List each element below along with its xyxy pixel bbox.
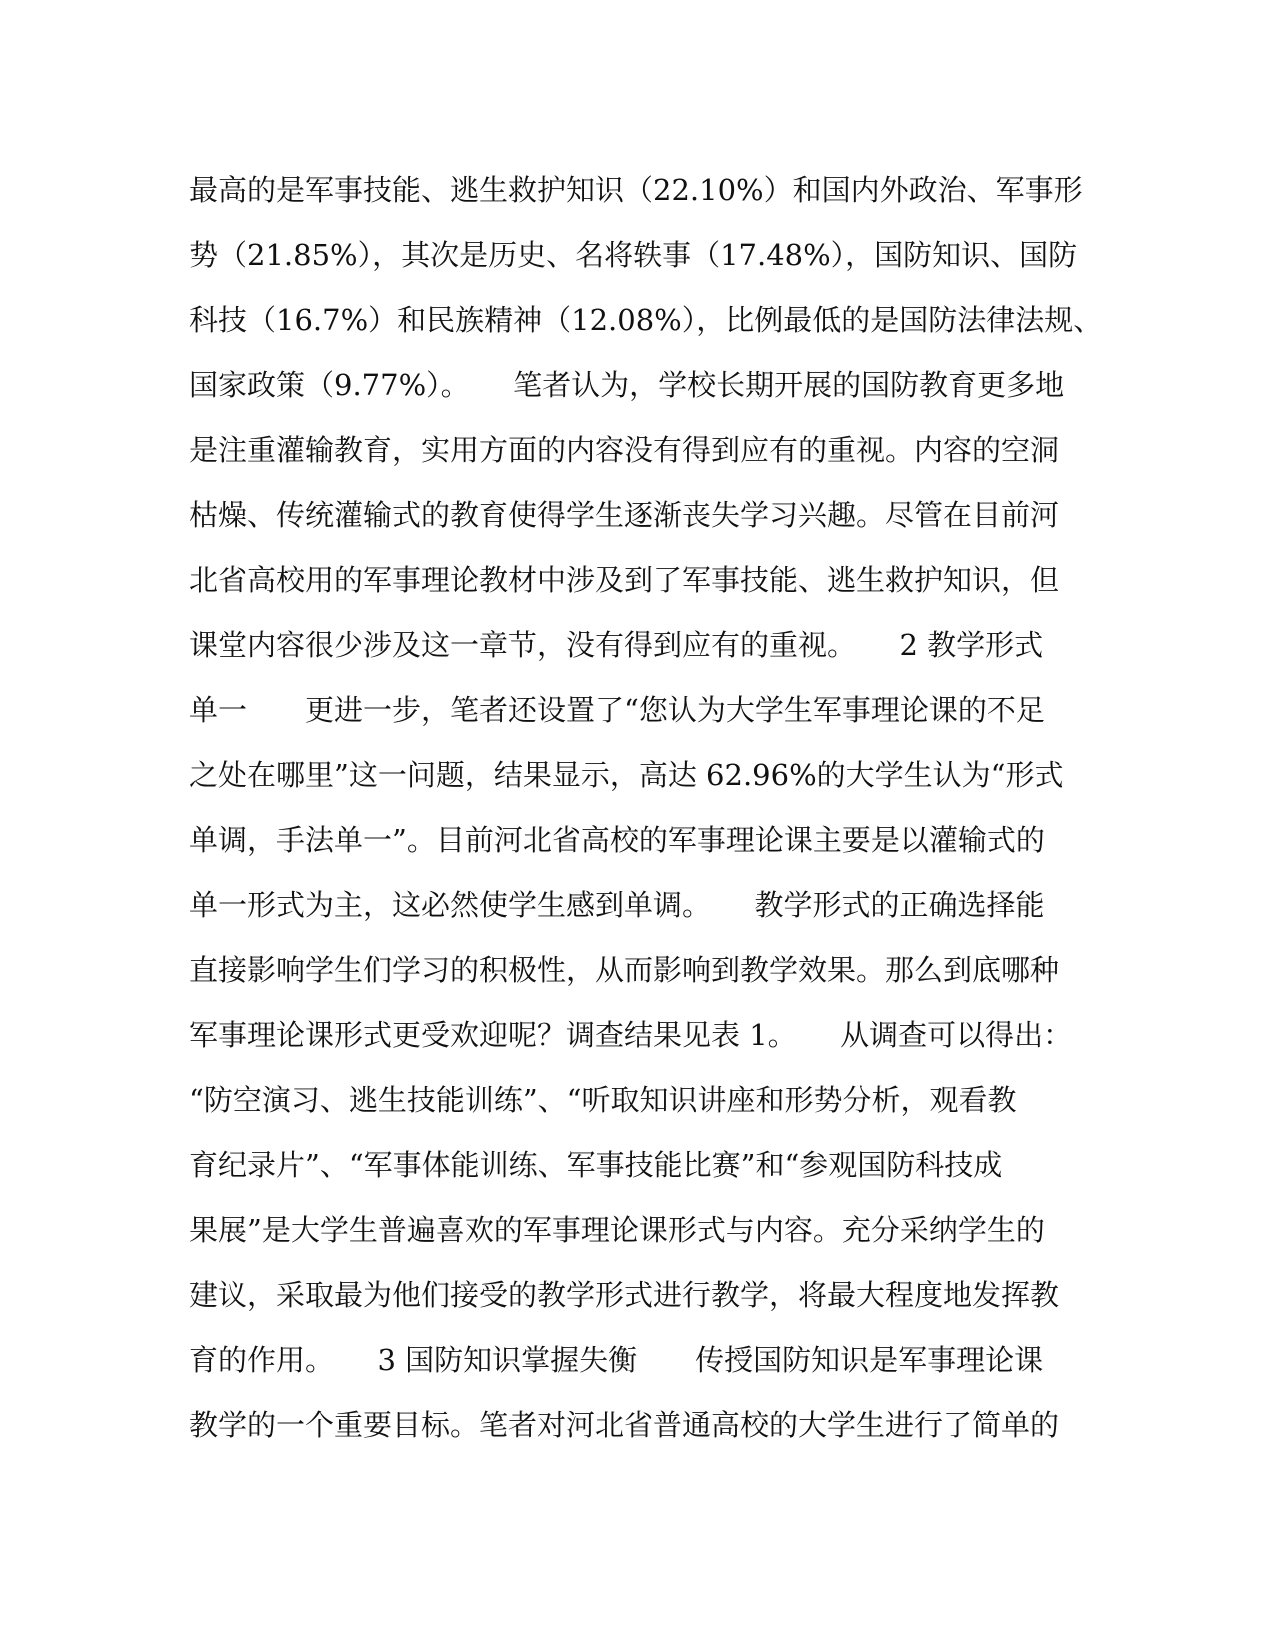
text-line: 枯燥、传统灌输式的教育使得学生逐渐丧失学习兴趣。尽管在目前河 — [189, 498, 1060, 532]
text-line: 军事理论课形式更受欢迎呢？调查结果见表 1。 从调查可以得出： — [189, 1018, 1073, 1052]
text-line: 是注重灌输教育，实用方面的内容没有得到应有的重视。内容的空洞 — [189, 433, 1060, 467]
text-line: 建议，采取最为他们接受的教学形式进行教学，将最大程度地发挥教 — [189, 1278, 1060, 1312]
text-line: 育的作用。 3 国防知识掌握失衡 传授国防知识是军事理论课 — [189, 1343, 1044, 1377]
text-line: 科技（16.7%）和民族精神（12.08%），比例最低的是国防法律法规、 — [189, 303, 1103, 337]
text-line: 课堂内容很少涉及这一章节，没有得到应有的重视。 2 教学形式 — [189, 628, 1044, 662]
text-line: 最高的是军事技能、逃生救护知识（22.10%）和国内外政治、军事形 — [189, 173, 1083, 207]
text-line: 单一形式为主，这必然使学生感到单调。 教学形式的正确选择能 — [189, 888, 1045, 922]
text-line: 国家政策（9.77%）。 笔者认为，学校长期开展的国防教育更多地 — [189, 368, 1065, 402]
text-line: 之处在哪里”这一问题，结果显示，高达 62.96%的大学生认为“形式 — [189, 758, 1064, 792]
text-line: 育纪录片”、“军事体能训练、军事技能比赛”和“参观国防科技成 — [189, 1148, 1003, 1182]
text-line: 北省高校用的军事理论教材中涉及到了军事技能、逃生救护知识，但 — [189, 563, 1060, 597]
text-line: 教学的一个重要目标。笔者对河北省普通高校的大学生进行了简单的 — [189, 1408, 1060, 1442]
body-text — [189, 158, 1103, 1458]
text-line: 果展”是大学生普遍喜欢的军事理论课形式与内容。充分采纳学生的 — [189, 1213, 1045, 1247]
text-line: 单调，手法单一”。目前河北省高校的军事理论课主要是以灌输式的 — [189, 823, 1045, 857]
text-line: 直接影响学生们学习的积极性，从而影响到教学效果。那么到底哪种 — [189, 953, 1060, 987]
text-line: 势（21.85%），其次是历史、名将轶事（17.48%），国防知识、国防 — [189, 238, 1078, 272]
text-line: 单一 更进一步，笔者还设置了“您认为大学生军事理论课的不足 — [189, 693, 1045, 727]
text-line: “防空演习、逃生技能训练”、“听取知识讲座和形势分析，观看教 — [189, 1083, 1017, 1117]
